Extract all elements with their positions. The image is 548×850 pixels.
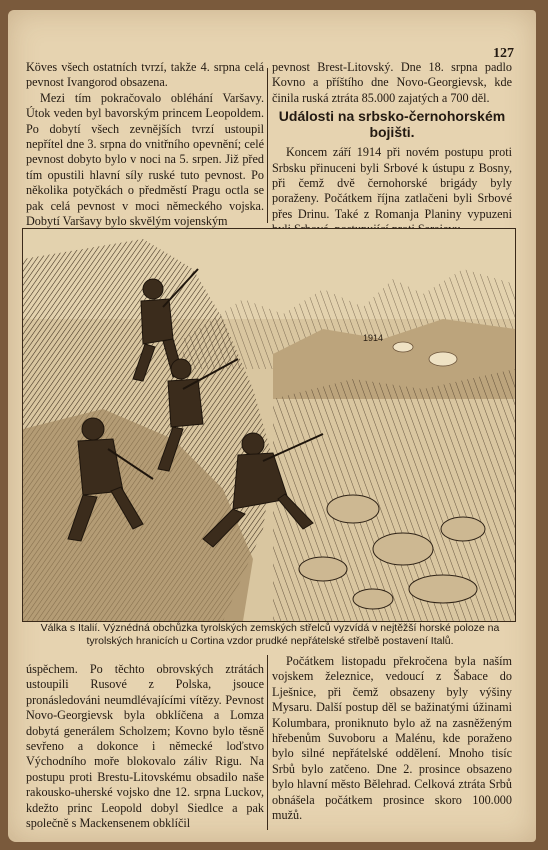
bottom-right-column [272,654,512,823]
page-number: 127 [493,46,514,61]
paragraph: Köves všech ostatních tvrzí, takže 4. srpna celá pevnost Ivangorod obsazena. [26,60,264,90]
column-divider [267,68,268,223]
paragraph: Mezi tím pokračovalo obléhání Varšavy. Útok veden byl bavorským princem Leopoldem. Po dobytí všech zevnějších tvrzí ustoupil nepřítel dne 3. srpna do vnitřního opevnění; celé pevnost dobyto bylo v noci na 5. srpen. Již před tím opustili hlavní síly ruské tuto pevnost. Po několika potyčkách o předměstí Pragu octla se pak celá pevnost v moci německého vojska. Dobytí Varšavy bylo skvělým vojenským [26,90,264,229]
column-divider [267,655,268,830]
top-right-column [272,60,512,238]
paragraph: Koncem září 1914 při novém postupu proti Srbsku přinuceni byli Srbové k ústupu z Bosny, při čemž dvě černohorské brigády byly poraženy. Počátkem října zatlačeni byli Srbové přes Drinu. Také z Romanja Planiny vypuzeni [272,145,512,221]
section-heading: Události na srbsko-černohorském bojišti. [278,108,506,141]
book-page [8,10,536,842]
paragraph: úspěchem. Po těchto obrovských ztrátách ustoupili Rusové z Polska, jsouce pronásledováni neumdlévajícími vítězy. Pevnost Novo-Georgievsk byla obklíčena a Lomza dobytá generálem Scholzem; Kovno bylo těsně sevřeno a dokonce i německé loďstvo Východního moře blokovalo záliv Rigu. Na postupu proti Brestu-Litovskému obsadilo naše rakousko-uherské vojsko dne 12. srpna Luckov, kdežto princ Leopold dobyl Siedlce a pak společně s Mackensenem obklíčil [26,662,264,831]
top-left-column [26,60,264,229]
year-label: 1914 [363,333,384,343]
bottom-left-column [26,662,264,831]
paragraph: pevnost Brest-Litovský. Dne 18. srpna padlo Kovno a příštího dne Novo-Georgievsk, kde činila ruská ztráta 85.000 zajatých a 700 děl. [272,60,512,105]
illustration-caption: Válka s Italií. Význédná obchůzka tyrolských zemských střelců vyzvídá v nejtěžší horské poloze na tyrolských hranicích u Cortina vzdor prudké nepřátelské střelbě postavení Italů. [40,622,500,647]
paragraph: Počátkem listopadu překročena byla naším vojskem železnice, vedoucí z Šabace do Lješnice, při čemž obsazeny byly výšiny Mysaru. Další postup děl se bažinatými úžinami Kolumbara, proniknuto bylo až na zasněženým hřebenům Suvoboru a Malénu, kde poraženo bylo silné nepřátelské oddělení. Mnoho tisíc Srbů bylo zatčeno. Dne 2. prosince obsazeno bylo hlavní město Bělehrad. Celková ztráta Srbů obnášela počátkem prosince skoro 100.000 mužů. [272,654,512,823]
war-illustration [22,228,516,622]
